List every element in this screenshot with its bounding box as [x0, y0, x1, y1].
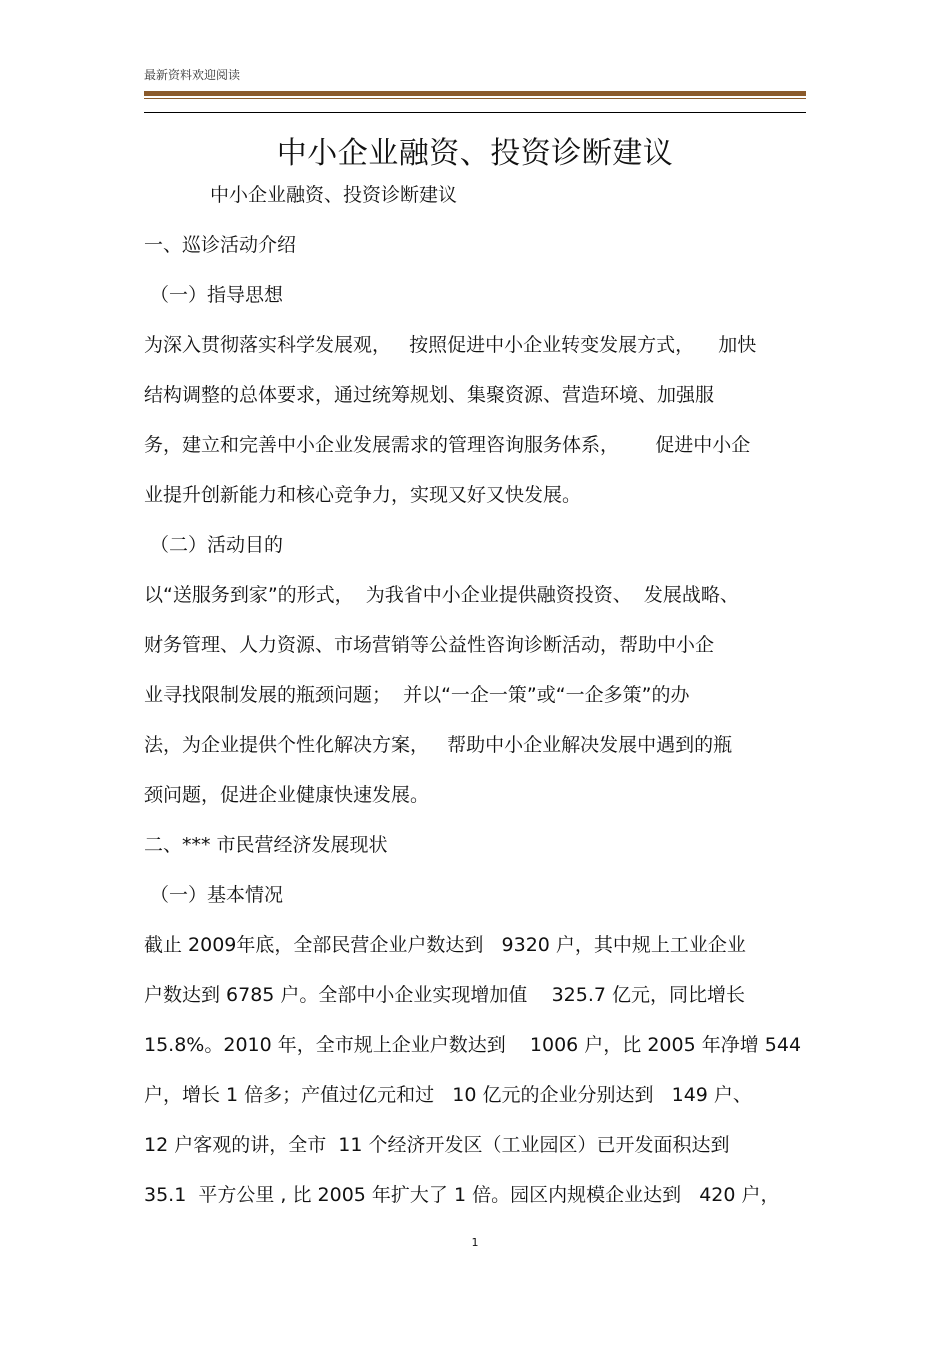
document-subtitle: 中小企业融资、投资诊断建议 [210, 184, 458, 206]
paragraph-line: 法，为企业提供个性化解决方案， 帮助中小企业解决发展中遇到的瓶 [144, 734, 733, 756]
subsection-heading: （二）活动目的 [150, 534, 284, 556]
paragraph-line: 业提升创新能力和核心竞争力，实现又好又快发展。 [144, 484, 582, 506]
subsection-heading: （一）基本情况 [150, 884, 284, 906]
section-heading: 一、巡诊活动介绍 [144, 234, 297, 256]
paragraph-line: 颈问题，促进企业健康快速发展。 [144, 784, 430, 806]
subsection-heading: （一）指导思想 [150, 284, 284, 306]
paragraph-line: 结构调整的总体要求，通过统筹规划、集聚资源、营造环境、加强服 [144, 384, 715, 406]
section-heading: 二、*** 市民营经济发展现状 [144, 834, 388, 856]
paragraph-line: 户数达到 6785 户。全部中小企业实现增加值 325.7 亿元，同比增长 [144, 984, 746, 1006]
paragraph-line: 12 户客观的讲，全市 11 个经济开发区（工业园区）已开发面积达到 [144, 1134, 730, 1156]
header-rule-thin [144, 98, 806, 99]
paragraph-line: 务，建立和完善中小企业发展需求的管理咨询服务体系， 促进中小企 [144, 434, 751, 456]
cut-off-text-line [144, 1226, 806, 1230]
paragraph-line: 以“送服务到家”的形式， 为我省中小企业提供融资投资、 发展战略、 [144, 584, 739, 606]
paragraph-line: 截止 2009年底，全部民营企业户数达到 9320 户，其中规上工业企业 [144, 934, 746, 956]
header-rule-black [144, 112, 806, 113]
paragraph-line: 15.8%。2010 年，全市规上企业户数达到 1006 户，比 2005 年净增 544 [144, 1034, 802, 1056]
header-text: 最新资料欢迎阅读 [144, 68, 241, 82]
header-rule-thick [144, 91, 806, 96]
paragraph-line: 35.1 平方公里 , 比 2005 年扩大了 1 倍。园区内规模企业达到 420 户， [144, 1184, 780, 1206]
paragraph-line: 财务管理、人力资源、市场营销等公益性咨询诊断活动，帮助中小企 [144, 634, 715, 656]
paragraph-line: 为深入贯彻落实科学发展观， 按照促进中小企业转变发展方式， 加快 [144, 334, 757, 356]
paragraph-line: 户，增长 1 倍多；产值过亿元和过 10 亿元的企业分别达到 149 户、 [144, 1084, 752, 1106]
page-number: 1 [471, 1236, 479, 1249]
paragraph-line: 业寻找限制发展的瓶颈问题； 并以“一企一策”或“一企多策”的办 [144, 684, 690, 706]
document-title: 中小企业融资、投资诊断建议 [276, 136, 674, 171]
